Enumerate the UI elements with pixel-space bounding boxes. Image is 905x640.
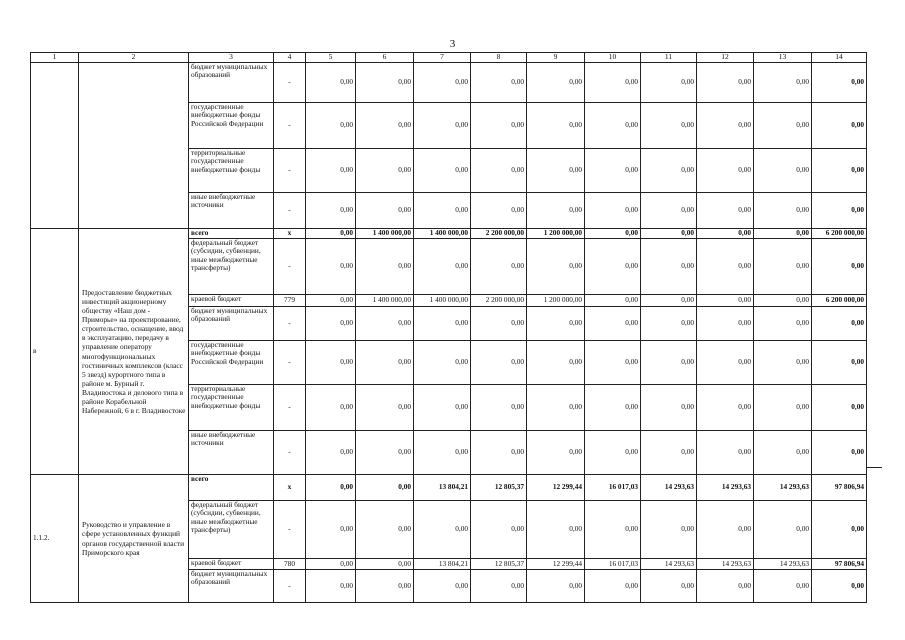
row-index-cell <box>31 63 79 229</box>
funding-source-cell: федеральный бюджет (субсидии, субвенции, иные межбюджетные трансферты) <box>189 501 274 559</box>
row-index-cell: 1.1.2. <box>31 475 79 603</box>
amount-cell: 0,00 <box>641 229 697 239</box>
amount-cell: 0,00 <box>471 341 527 385</box>
amount-cell: 2 200 000,00 <box>471 295 527 307</box>
total-amount-cell: 0,00 <box>812 341 867 385</box>
amount-cell: 0,00 <box>414 501 471 559</box>
budget-table <box>30 52 867 603</box>
amount-cell: 0,00 <box>414 307 471 341</box>
budget-code-cell: x <box>274 229 306 239</box>
amount-cell: 0,00 <box>306 229 356 239</box>
funding-source-cell: федеральный бюджет (субсидии, субвенции, иные межбюджетные трансферты) <box>189 239 274 295</box>
amount-cell: 0,00 <box>641 307 697 341</box>
amount-cell: 0,00 <box>585 149 641 193</box>
total-amount-cell: 97 806,94 <box>812 559 867 570</box>
amount-cell: 0,00 <box>527 307 585 341</box>
amount-cell: 2 200 000,00 <box>471 229 527 239</box>
amount-cell: 0,00 <box>641 63 697 103</box>
total-amount-cell: 0,00 <box>812 63 867 103</box>
col-header: 10 <box>585 53 641 63</box>
amount-cell: 0,00 <box>306 307 356 341</box>
funding-source-cell: территориальные государственные внебюджетные фонды <box>189 385 274 431</box>
amount-cell: 0,00 <box>697 103 754 149</box>
amount-cell: 0,00 <box>585 295 641 307</box>
amount-cell: 0,00 <box>471 501 527 559</box>
total-amount-cell: 0,00 <box>812 103 867 149</box>
amount-cell: 0,00 <box>697 193 754 229</box>
amount-cell: 16 017,03 <box>585 475 641 501</box>
amount-cell: 0,00 <box>527 501 585 559</box>
funding-source-cell: всего <box>189 229 274 239</box>
amount-cell: 0,00 <box>306 193 356 229</box>
amount-cell: 0,00 <box>585 385 641 431</box>
amount-cell: 0,00 <box>754 295 812 307</box>
amount-cell: 0,00 <box>356 307 414 341</box>
amount-cell: 0,00 <box>414 431 471 475</box>
amount-cell: 0,00 <box>471 63 527 103</box>
scan-line-artifact <box>866 467 882 468</box>
col-header: 11 <box>641 53 697 63</box>
amount-cell: 1 400 000,00 <box>414 229 471 239</box>
total-amount-cell: 97 806,94 <box>812 475 867 501</box>
total-amount-cell: 0,00 <box>812 570 867 603</box>
amount-cell: 0,00 <box>356 63 414 103</box>
amount-cell: 0,00 <box>356 341 414 385</box>
total-amount-cell: 0,00 <box>812 193 867 229</box>
amount-cell: 14 293,63 <box>697 559 754 570</box>
amount-cell: 0,00 <box>697 570 754 603</box>
amount-cell: 0,00 <box>306 103 356 149</box>
col-header: 1 <box>31 53 79 63</box>
measure-description-cell: Предоставление бюджетных инвестиций акционерному обществу «Наш дом - Приморье» на проектирование, строительство, оснащение, ввод в эксплуатацию, передачу в управление оператору многофункциональных гостиничных комплексов (класс 5 звезд) курортного типа в районе м. Бурный г. Владивостока и делового типа в районе Корабельной Набережной, 6 в г. Владивостоке <box>79 229 189 475</box>
budget-code-cell: - <box>274 307 306 341</box>
col-header: 12 <box>697 53 754 63</box>
funding-source-cell: государственные внебюджетные фонды Российской Федерации <box>189 341 274 385</box>
col-header: 9 <box>527 53 585 63</box>
budget-code-cell: - <box>274 103 306 149</box>
amount-cell: 0,00 <box>697 149 754 193</box>
amount-cell: 1 400 000,00 <box>356 295 414 307</box>
amount-cell: 0,00 <box>754 501 812 559</box>
amount-cell: 0,00 <box>585 103 641 149</box>
amount-cell: 0,00 <box>306 239 356 295</box>
total-amount-cell: 0,00 <box>812 239 867 295</box>
funding-source-cell: всего <box>189 475 274 501</box>
budget-code-cell: - <box>274 341 306 385</box>
column-number-row <box>31 53 867 63</box>
amount-cell: 13 804,21 <box>414 475 471 501</box>
row-index-cell: в <box>31 229 79 475</box>
amount-cell: 0,00 <box>754 149 812 193</box>
amount-cell: 1 400 000,00 <box>356 229 414 239</box>
amount-cell: 0,00 <box>356 559 414 570</box>
amount-cell: 0,00 <box>306 63 356 103</box>
amount-cell: 0,00 <box>697 431 754 475</box>
col-header: 5 <box>306 53 356 63</box>
amount-cell: 0,00 <box>356 570 414 603</box>
amount-cell: 0,00 <box>527 385 585 431</box>
amount-cell: 0,00 <box>414 193 471 229</box>
budget-code-cell: - <box>274 193 306 229</box>
total-amount-cell: 0,00 <box>812 149 867 193</box>
funding-source-cell: бюджет муниципальных образований <box>189 570 274 603</box>
amount-cell: 0,00 <box>306 475 356 501</box>
amount-cell: 0,00 <box>641 103 697 149</box>
amount-cell: 0,00 <box>697 385 754 431</box>
col-header: 6 <box>356 53 414 63</box>
amount-cell: 0,00 <box>356 501 414 559</box>
amount-cell: 0,00 <box>356 103 414 149</box>
table-row <box>31 229 867 239</box>
amount-cell: 0,00 <box>585 239 641 295</box>
amount-cell: 0,00 <box>306 501 356 559</box>
amount-cell: 0,00 <box>414 63 471 103</box>
amount-cell: 0,00 <box>471 149 527 193</box>
funding-source-cell: бюджет муниципальных образований <box>189 63 274 103</box>
total-amount-cell: 0,00 <box>812 307 867 341</box>
amount-cell: 0,00 <box>306 570 356 603</box>
col-header: 14 <box>812 53 867 63</box>
amount-cell: 0,00 <box>306 341 356 385</box>
amount-cell: 0,00 <box>414 149 471 193</box>
budget-code-cell: - <box>274 501 306 559</box>
amount-cell: 0,00 <box>641 501 697 559</box>
amount-cell: 1 200 000,00 <box>527 229 585 239</box>
amount-cell: 0,00 <box>754 193 812 229</box>
funding-source-cell: территориальные государственные внебюджетные фонды <box>189 149 274 193</box>
budget-code-cell: - <box>274 63 306 103</box>
amount-cell: 0,00 <box>527 239 585 295</box>
amount-cell: 14 293,63 <box>754 559 812 570</box>
amount-cell: 0,00 <box>306 385 356 431</box>
amount-cell: 14 293,63 <box>697 475 754 501</box>
amount-cell: 0,00 <box>641 295 697 307</box>
amount-cell: 0,00 <box>585 307 641 341</box>
amount-cell: 0,00 <box>754 63 812 103</box>
amount-cell: 0,00 <box>697 501 754 559</box>
budget-code-cell: - <box>274 385 306 431</box>
total-amount-cell: 6 200 000,00 <box>812 229 867 239</box>
amount-cell: 0,00 <box>585 570 641 603</box>
amount-cell: 0,00 <box>585 229 641 239</box>
amount-cell: 0,00 <box>697 229 754 239</box>
funding-source-cell: краевой бюджет <box>189 559 274 570</box>
measure-description-cell <box>79 63 189 229</box>
amount-cell: 0,00 <box>641 431 697 475</box>
funding-source-cell: иные внебюджетные источники <box>189 193 274 229</box>
amount-cell: 0,00 <box>356 475 414 501</box>
amount-cell: 0,00 <box>356 149 414 193</box>
amount-cell: 12 805,37 <box>471 559 527 570</box>
amount-cell: 0,00 <box>527 63 585 103</box>
amount-cell: 0,00 <box>356 385 414 431</box>
amount-cell: 0,00 <box>414 103 471 149</box>
amount-cell: 14 293,63 <box>754 475 812 501</box>
amount-cell: 0,00 <box>471 307 527 341</box>
amount-cell: 0,00 <box>754 239 812 295</box>
total-amount-cell: 0,00 <box>812 501 867 559</box>
budget-code-cell: - <box>274 570 306 603</box>
amount-cell: 0,00 <box>527 341 585 385</box>
amount-cell: 0,00 <box>471 431 527 475</box>
amount-cell: 0,00 <box>641 385 697 431</box>
amount-cell: 0,00 <box>527 103 585 149</box>
amount-cell: 0,00 <box>306 559 356 570</box>
amount-cell: 12 805,37 <box>471 475 527 501</box>
amount-cell: 0,00 <box>641 239 697 295</box>
amount-cell: 0,00 <box>471 193 527 229</box>
col-header: 7 <box>414 53 471 63</box>
amount-cell: 0,00 <box>641 341 697 385</box>
amount-cell: 0,00 <box>754 307 812 341</box>
amount-cell: 1 200 000,00 <box>527 295 585 307</box>
total-amount-cell: 0,00 <box>812 385 867 431</box>
amount-cell: 16 017,03 <box>585 559 641 570</box>
amount-cell: 1 400 000,00 <box>414 295 471 307</box>
total-amount-cell: 6 200 000,00 <box>812 295 867 307</box>
amount-cell: 0,00 <box>585 193 641 229</box>
amount-cell: 0,00 <box>306 431 356 475</box>
amount-cell: 0,00 <box>306 149 356 193</box>
col-header: 8 <box>471 53 527 63</box>
amount-cell: 0,00 <box>641 149 697 193</box>
amount-cell: 0,00 <box>697 295 754 307</box>
amount-cell: 0,00 <box>585 431 641 475</box>
amount-cell: 12 299,44 <box>527 475 585 501</box>
budget-code-cell: - <box>274 431 306 475</box>
amount-cell: 0,00 <box>471 239 527 295</box>
amount-cell: 0,00 <box>414 385 471 431</box>
amount-cell: 0,00 <box>754 431 812 475</box>
budget-code-cell: 780 <box>274 559 306 570</box>
amount-cell: 14 293,63 <box>641 475 697 501</box>
total-amount-cell: 0,00 <box>812 431 867 475</box>
amount-cell: 0,00 <box>414 239 471 295</box>
col-header: 13 <box>754 53 812 63</box>
amount-cell: 0,00 <box>585 63 641 103</box>
amount-cell: 0,00 <box>414 570 471 603</box>
amount-cell: 0,00 <box>356 431 414 475</box>
amount-cell: 0,00 <box>697 341 754 385</box>
amount-cell: 0,00 <box>527 149 585 193</box>
funding-source-cell: иные внебюджетные источники <box>189 431 274 475</box>
amount-cell: 0,00 <box>754 229 812 239</box>
amount-cell: 0,00 <box>414 341 471 385</box>
funding-source-cell: бюджет муниципальных образований <box>189 307 274 341</box>
funding-source-cell: краевой бюджет <box>189 295 274 307</box>
amount-cell: 0,00 <box>585 501 641 559</box>
amount-cell: 0,00 <box>697 307 754 341</box>
amount-cell: 0,00 <box>356 193 414 229</box>
amount-cell: 0,00 <box>697 239 754 295</box>
table-body <box>31 63 867 603</box>
amount-cell: 0,00 <box>306 295 356 307</box>
col-header: 3 <box>189 53 274 63</box>
page-number: 3 <box>449 38 456 50</box>
amount-cell: 0,00 <box>754 103 812 149</box>
amount-cell: 0,00 <box>585 341 641 385</box>
amount-cell: 0,00 <box>527 431 585 475</box>
table-row <box>31 475 867 501</box>
budget-code-cell: - <box>274 149 306 193</box>
col-header: 2 <box>79 53 189 63</box>
amount-cell: 0,00 <box>527 570 585 603</box>
amount-cell: 0,00 <box>754 385 812 431</box>
amount-cell: 12 299,44 <box>527 559 585 570</box>
amount-cell: 0,00 <box>754 570 812 603</box>
amount-cell: 0,00 <box>641 570 697 603</box>
table-row <box>31 63 867 103</box>
amount-cell: 0,00 <box>641 193 697 229</box>
budget-code-cell: - <box>274 239 306 295</box>
amount-cell: 14 293,63 <box>641 559 697 570</box>
funding-source-cell: государственные внебюджетные фонды Российской Федерации <box>189 103 274 149</box>
amount-cell: 0,00 <box>471 570 527 603</box>
col-header: 4 <box>274 53 306 63</box>
amount-cell: 0,00 <box>697 63 754 103</box>
amount-cell: 0,00 <box>471 103 527 149</box>
measure-description-cell: Руководство и управление в сфере установленных функций органов государственной власти Приморского края <box>79 475 189 603</box>
amount-cell: 0,00 <box>527 193 585 229</box>
amount-cell: 0,00 <box>754 341 812 385</box>
budget-code-cell: x <box>274 475 306 501</box>
amount-cell: 0,00 <box>471 385 527 431</box>
budget-code-cell: 779 <box>274 295 306 307</box>
amount-cell: 13 804,21 <box>414 559 471 570</box>
amount-cell: 0,00 <box>356 239 414 295</box>
